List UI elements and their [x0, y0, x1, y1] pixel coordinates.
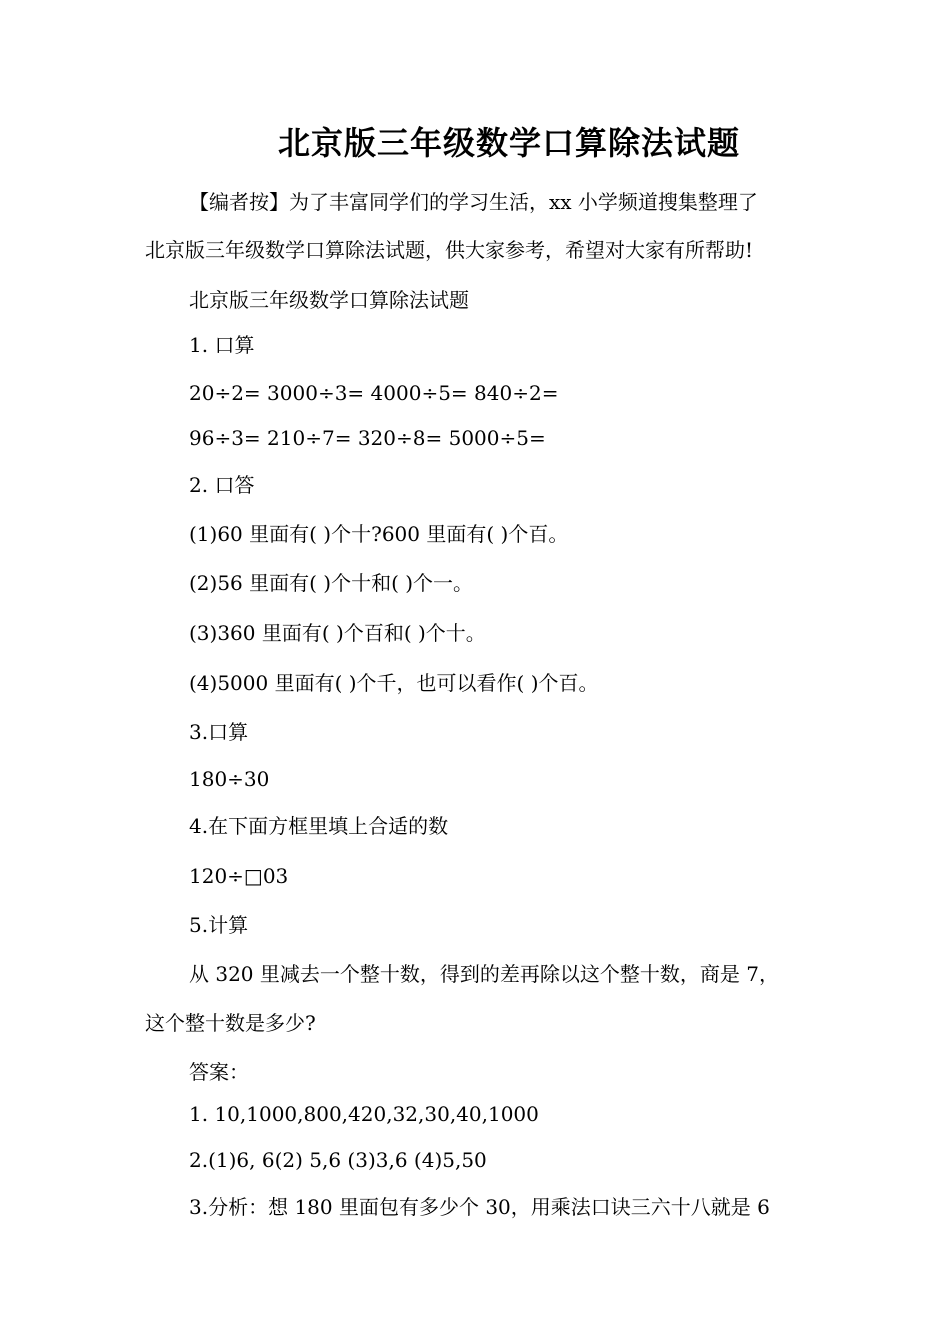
answer-heading: 答案： [189, 1060, 249, 1084]
question-4-expression: 120÷□03 [189, 864, 289, 888]
answer-3: 3.分析：想 180 里面包有多少个 30，用乘法口诀三六十八就是 6 [189, 1195, 770, 1219]
intro-line-1: 【编者按】为了丰富同学们的学习生活，xx 小学频道搜集整理了 [189, 190, 758, 214]
question-2-item-2: (2)56 里面有( )个十和( )个一。 [189, 571, 474, 595]
subtitle: 北京版三年级数学口算除法试题 [189, 288, 469, 312]
answer-2: 2.(1)6, 6(2) 5,6 (3)3,6 (4)5,50 [189, 1148, 487, 1172]
intro-line-2: 北京版三年级数学口算除法试题，供大家参考，希望对大家有所帮助! [145, 238, 754, 262]
question-5-line-1: 从 320 里减去一个整十数，得到的差再除以这个整十数，商是 7， [189, 962, 779, 986]
question-3-expression: 180÷30 [189, 767, 270, 791]
question-5-heading: 5.计算 [189, 913, 249, 937]
question-1-row-2: 96÷3= 210÷7= 320÷8= 5000÷5= [189, 426, 546, 450]
question-2-item-4: (4)5000 里面有( )个千，也可以看作( )个百。 [189, 671, 599, 695]
question-2-heading: 2. 口答 [189, 473, 255, 497]
question-5-line-2: 这个整十数是多少? [145, 1011, 316, 1035]
question-2-item-1: (1)60 里面有( )个十?600 里面有( )个百。 [189, 522, 569, 546]
question-2-item-3: (3)360 里面有( )个百和( )个十。 [189, 621, 486, 645]
question-4-heading: 4.在下面方框里填上合适的数 [189, 814, 449, 838]
question-3-heading: 3.口算 [189, 720, 249, 744]
question-1-heading: 1. 口算 [189, 333, 255, 357]
document-title: 北京版三年级数学口算除法试题 [277, 124, 740, 162]
answer-1: 1. 10,1000,800,420,32,30,40,1000 [189, 1102, 539, 1126]
question-1-row-1: 20÷2= 3000÷3= 4000÷5= 840÷2= [189, 381, 559, 405]
